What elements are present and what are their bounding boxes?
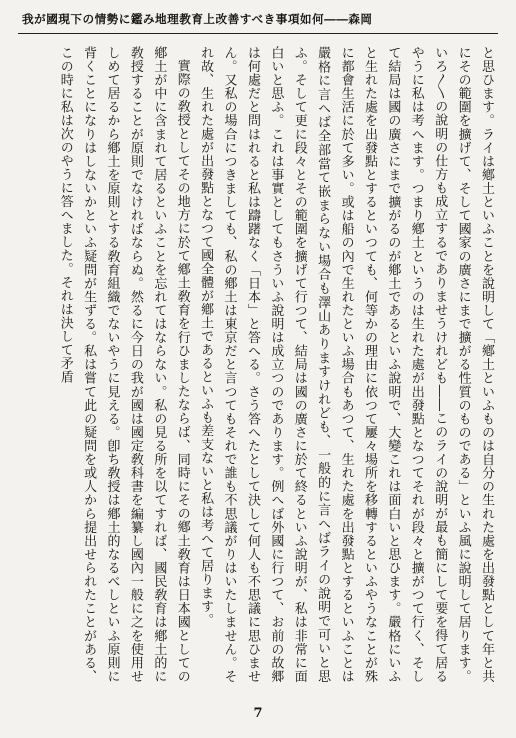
paragraph: 實際の敎授としてその地方に於て鄕土敎育を行ひましたならば、同時にその鄕土敎育は日本國としての鄕土が中に含まれて居るといふことを忘れてはならない。私の見る所を以てすれば、國民敎育は鄕土的に敎授することが原則でなければならぬ。然るに今日の我が國は國定敎科書を編纂し國內一般に之を使用せしめて居るから鄕土を原則とする敎育組織でないやうに見える。卽ち敎授は鄕土的なるべしといふ原則に背くことになりはしないかといふ疑問が生ずる。私は嘗て此の疑問を或人から提出せられたことがある、この時に私は次のやうに答へました。それは決して矛盾	[57, 46, 190, 683]
page-number: 7	[253, 706, 263, 721]
header-rule	[18, 33, 498, 34]
running-header: 我が國現下の情勢に鑑み地理教育上改善すべき事項如何――森岡	[22, 12, 373, 26]
vertical-body-text	[18, 46, 498, 683]
paragraph: と思ひます。ライは鄕土といふことを說明して「鄕土といふものは自分の生れた處を出發點として年と共にその範圍を擴げて、そして國家の廣さにまで擴がる性質のものである」といふ風に說明して居ります。いろ〳〵の說明の仕方も成立するでありませうけれども――このライの說明が最も簡にして要を得て居るやうに私は考へます。つまり鄕土というのは生れた處が出發點となつてそれが段々と擴がつて行く、そして結局は國の廣さにまで擴がるのが鄕土であるといふ說明で、大變これは面白いと思ひます。嚴格にいふと生れた處を出發點とするといつても、何等かの理由に依つて屢々場所を移轉するといふやうなことが殊に都會生活に於て多い。或は船の內で生れたといふ場合もあつて、生れた處を出發點とするといふことは嚴格に言へば全部當て嵌まらない場合も澤山ありますけれども、一般的に言へばライの說明で可いと思ふ。そして更に段々とその範圍を擴げて行つて、結局は國の廣さに於て終るといふ說明が、私は非常に面白いと思ふ。これは事實としてもさういふ說明は成立つのであります。例へば外國に行つて、お前の故郷は何處だと問はれると私は躊躇なく「日本」と答へる。さう答へたとして決して何人も不思議に思ひません。又私の場合につきましても、私の鄕土は東京だと言つてもそれで誰も不思議がりはいたしません。それ故、生れた處が出發點となつて國全體が鄕土であるといふも差支ないと私は考へて居ります。	[198, 46, 494, 683]
